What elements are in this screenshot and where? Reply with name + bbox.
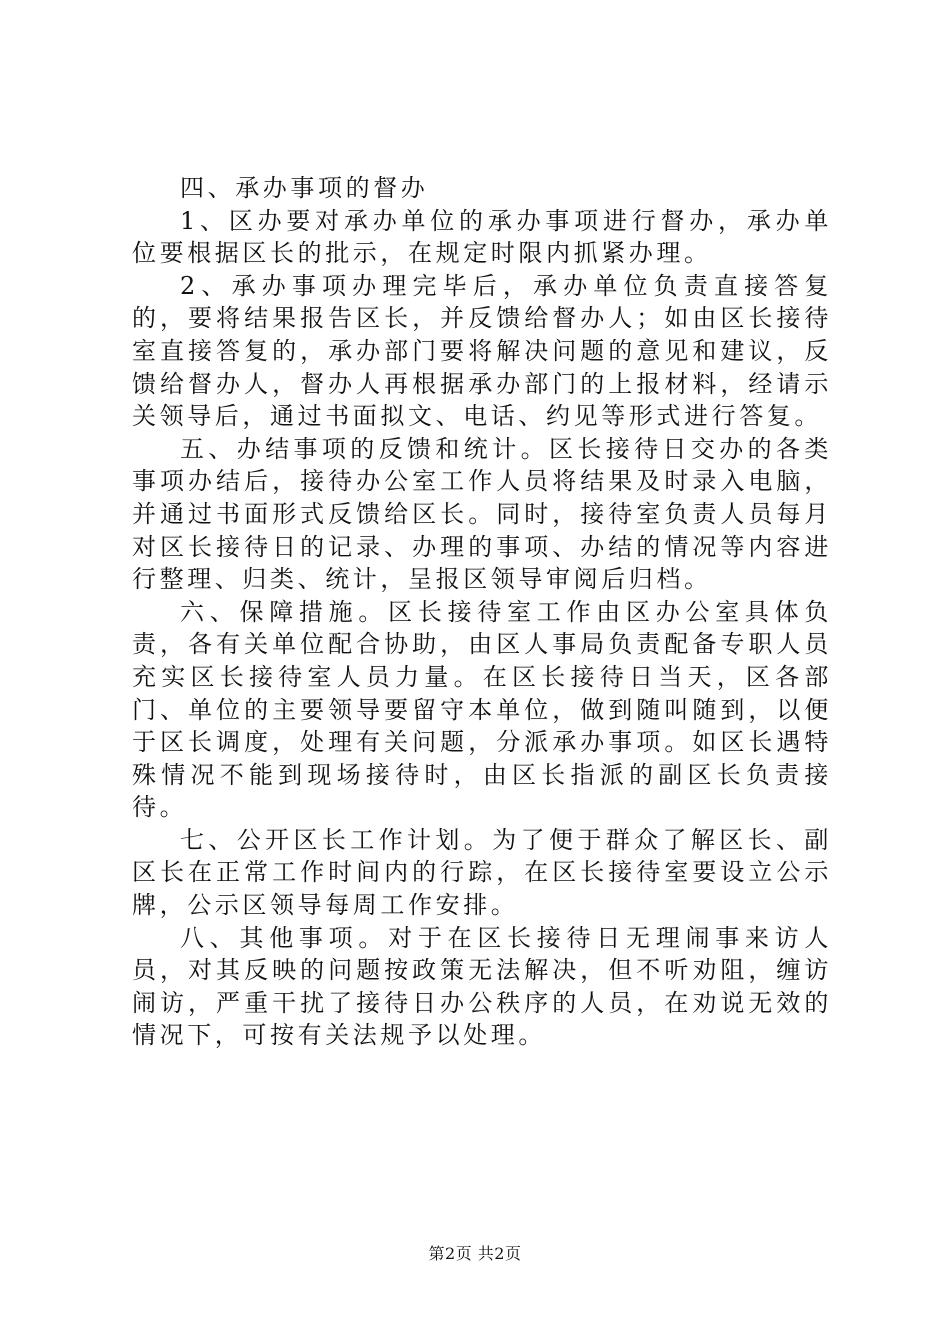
document-body [132, 172, 832, 1052]
paragraph-section-6: 六、保障措施。区长接待室工作由区办公室具体负责，各有关单位配合协助，由区人事局负责配备专职人员充实区长接待室人员力量。在区长接待日当天，区各部门、单位的主要领导要留守本单位，做到随叫随到，以便于区长调度，处理有关问题，分派承办事项。如区长遇特殊情况不能到现场接待时，由区长指派的副区长负责接待。 [132, 597, 832, 822]
paragraph-section-7: 七、公开区长工作计划。为了便于群众了解区长、副区长在正常工作时间内的行踪，在区长接待室要设立公示牌，公示区领导每周工作安排。 [132, 825, 832, 920]
paragraph-section-8: 八、其他事项。对于在区长接待日无理闹事来访人员，对其反映的问题按政策无法解决，但不听劝阻，缠访闹访，严重干扰了接待日办公秩序的人员，在劝说无效的情况下，可按有关法规予以处理。 [132, 923, 832, 1050]
paragraph-item-2: 2、承办事项办理完毕后，承办单位负责直接答复的，要将结果报告区长，并反馈给督办人；如由区长接待室直接答复的，承办部门要将解决问题的意见和建议，反馈给督办人，督办人再根据承办部门的上报材料，经请示关领导后，通过书面拟文、电话、约见等形式进行答复。 [132, 271, 832, 431]
paragraph-section-5: 五、办结事项的反馈和统计。区长接待日交办的各类事项办结后，接待办公室工作人员将结果及时录入电脑，并通过书面形式反馈给区长。同时，接待室负责人员每月对区长接待日的记录、办理的事项、办结的情况等内容进行整理、归类、统计，呈报区领导审阅后归档。 [132, 434, 832, 594]
section-heading-supervision: 四、承办事项的督办 [180, 174, 429, 202]
paragraph-item-1: 1、区办要对承办单位的承办事项进行督办，承办单位要根据区长的批示，在规定时限内抓紧办理。 [132, 206, 832, 268]
page-number-footer: 第2页 共2页 [428, 1244, 522, 1263]
